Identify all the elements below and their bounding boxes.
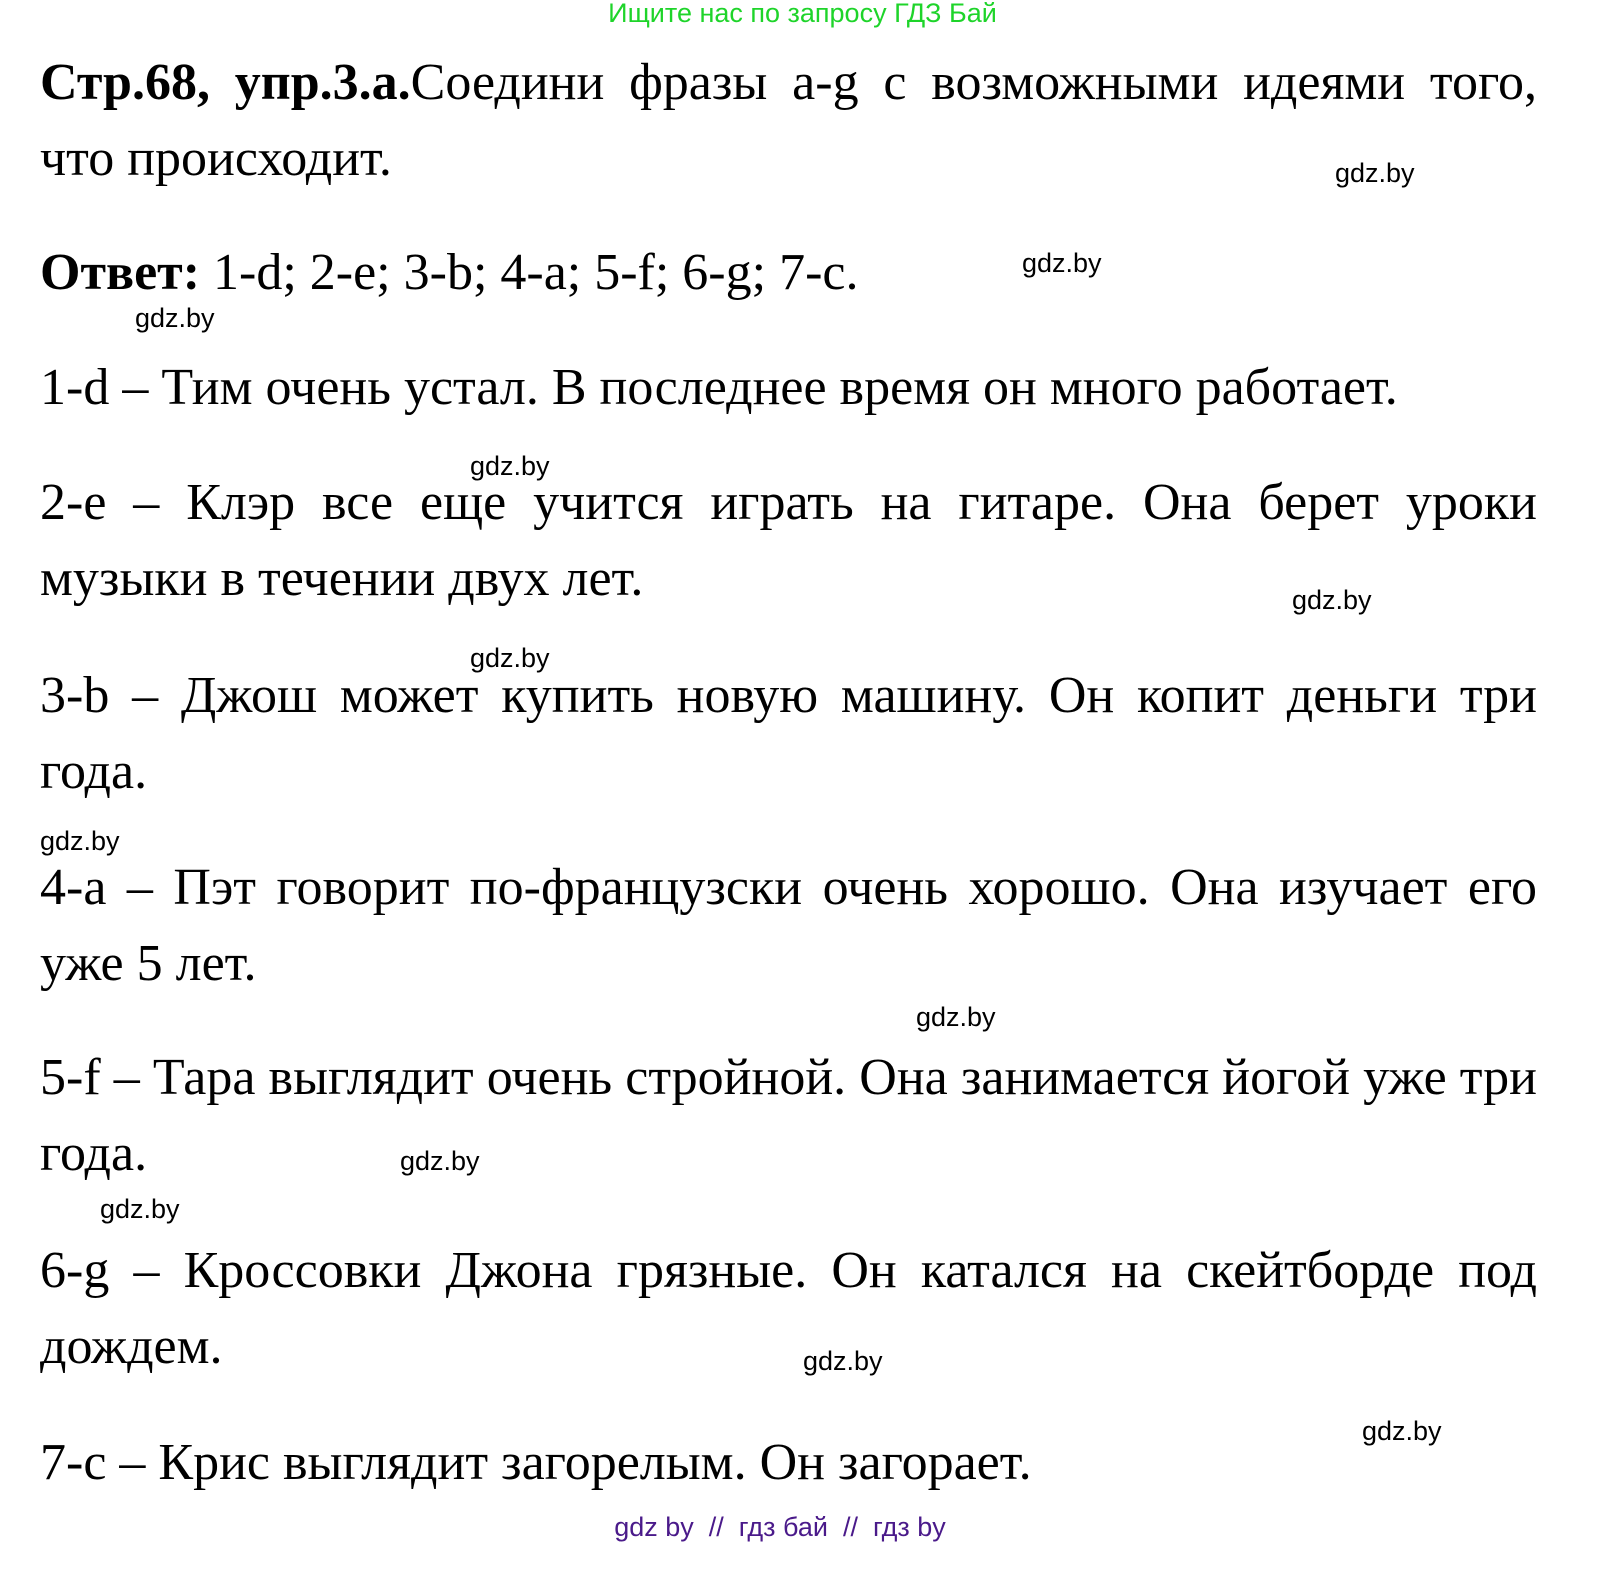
watermark: gdz.by	[470, 643, 550, 673]
watermark: gdz.by	[1335, 158, 1415, 188]
footer-links: gdz by // гдз бай // гдз by	[614, 1512, 946, 1542]
answer-item: 4-a – Пэт говорит по-французски очень хорошо. Она изучает его уже 5 лет.	[40, 859, 1537, 992]
watermark: gdz.by	[470, 451, 550, 481]
watermark: gdz.by	[916, 1002, 996, 1032]
task-label: Стр.68, упр.3.а.	[40, 54, 411, 111]
answer-item: 2-e – Клэр все еще учится играть на гитаре. Она берет уроки музыки в течении двух лет.	[40, 474, 1537, 607]
answer-label: Ответ:	[40, 244, 201, 301]
watermark: gdz.by	[803, 1346, 883, 1376]
watermark: gdz.by	[400, 1146, 480, 1176]
watermark: gdz.by	[1362, 1416, 1442, 1446]
answer-line	[40, 235, 1537, 311]
answer-item: 7-c – Крис выглядит загорелым. Он загорает.	[40, 1434, 1032, 1491]
task-heading	[40, 45, 1537, 197]
answer-item: 1-d – Тим очень устал. В последнее время он много работает.	[40, 359, 1398, 416]
watermark: gdz.by	[100, 1194, 180, 1224]
answer-item: 3-b – Джош может купить новую машину. Он копит деньги три года.	[40, 667, 1537, 800]
watermark: gdz.by	[135, 303, 215, 333]
watermark: gdz.by	[40, 826, 120, 856]
watermark: gdz.by	[1022, 248, 1102, 278]
answer-item: 6-g – Кроссовки Джона грязные. Он катался на скейтборде под дождем.	[40, 1242, 1537, 1375]
watermark: gdz.by	[1292, 585, 1372, 615]
search-banner: Ищите нас по запросу ГДЗ Бай	[608, 0, 997, 28]
answer-item: 5-f – Тара выглядит очень стройной. Она занимается йогой уже три года.	[40, 1049, 1537, 1182]
task-text: Соедини фразы a-g с возможными идеями того, что происходит.	[40, 54, 1537, 187]
answer-text: 1-d; 2-e; 3-b; 4-a; 5-f; 6-g; 7-c.	[200, 244, 859, 301]
